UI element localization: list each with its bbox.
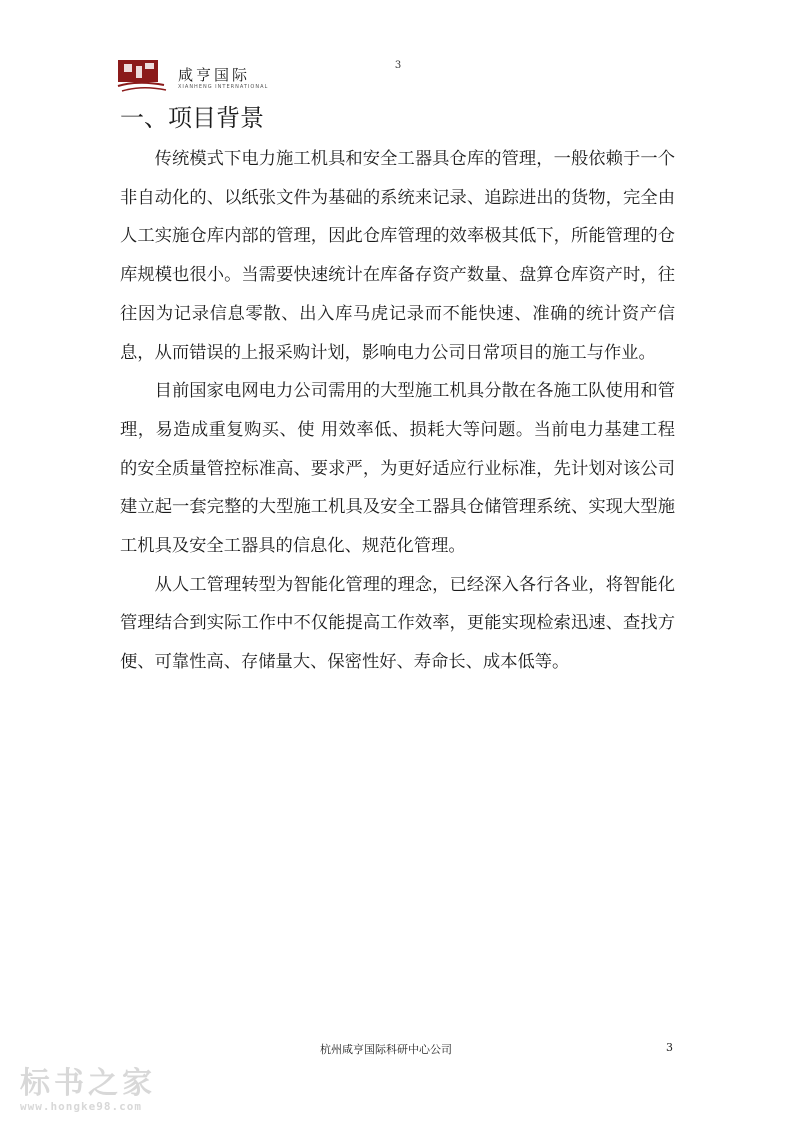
body-text: [120, 140, 675, 682]
section-title: 一、项目背景: [120, 104, 264, 132]
watermark-url: www.hongke98.com: [20, 1100, 142, 1113]
logo-mark-icon: [116, 58, 168, 94]
header-page-number: 3: [394, 60, 402, 71]
paragraph: 从人工管理转型为智能化管理的理念，已经深入各行各业，将智能化管理结合到实际工作中不仅能提高工作效率，更能实现检索迅速、查找方便、可靠性高、存储量大、保密性好、寿命长、成本低等。: [120, 574, 675, 673]
paragraph: 传统模式下电力施工机具和安全工器具仓库的管理，一般依赖于一个非自动化的、以纸张文件为基础的系统来记录、追踪进出的货物，完全由人工实施仓库内部的管理，因此仓库管理的效率极其低下，所能管理的仓库规模也很小。当需要快速统计在库备存资产数量、盘算仓库资产时，往往因为记录信息零散、出入库马虎记录而不能快速、准确的统计资产信息，从而错误的上报采购计划，影响电力公司日常项目的施工与作业。: [120, 149, 675, 363]
company-logo: [116, 58, 269, 94]
watermark-title: 标书之家: [20, 1066, 156, 1101]
footer-company: 杭州咸亨国际科研中心公司: [320, 1043, 452, 1056]
logo-subtitle: XIANHENG INTERNATIONAL: [178, 84, 269, 90]
watermark: [20, 1058, 190, 1118]
logo-name: 咸亨国际: [178, 66, 251, 84]
paragraph: 目前国家电网电力公司需用的大型施工机具分散在各施工队使用和管理，易造成重复购买、使 用效率低、损耗大等问题。当前电力基建工程的安全质量管控标准高、要求严，为更好适应行业标准，先计划对该公司建立起一套完整的大型施工机具及安全工器具仓储管理系统、实现大型施工机具及安全工器具的信息化、规范化管理。: [120, 381, 675, 557]
footer-page-number: 3: [666, 1041, 673, 1054]
